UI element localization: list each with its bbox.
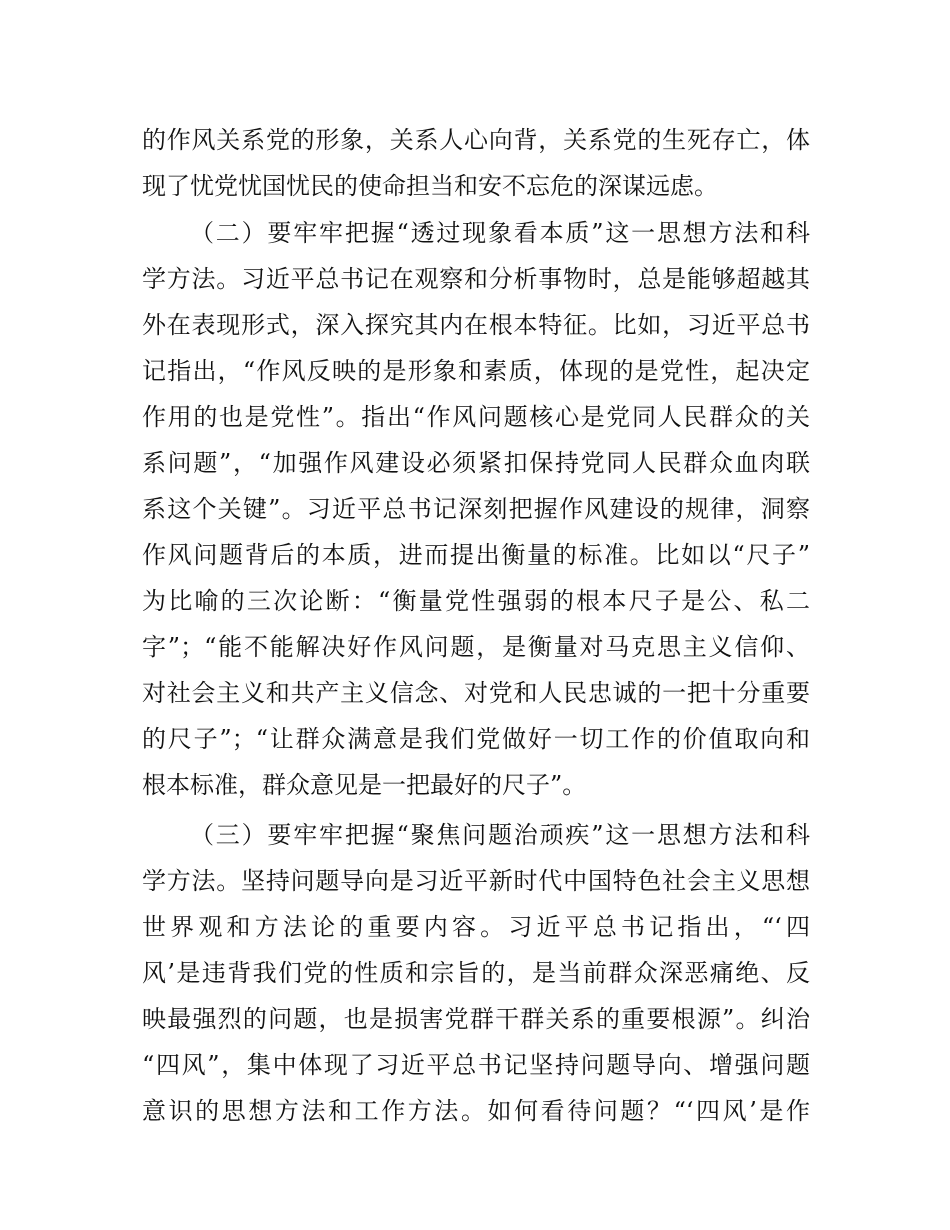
text-line: 风’是违背我们党的性质和宗旨的，是当前群众深恶痛绝、反	[142, 959, 810, 987]
paragraph-2	[142, 210, 810, 808]
text-line: （三）要牢牢把握“聚焦问题治顽疾”这一思想方法和科	[190, 821, 810, 849]
paragraph-1	[142, 117, 810, 209]
text-line: 系这个关键”。习近平总书记深刻把握作风建设的规律，洞察	[142, 495, 810, 523]
text-line: 作用的也是党性”。指出“作风问题核心是党同人民群众的关	[142, 403, 810, 431]
text-line: 的尺子”；“让群众满意是我们党做好一切工作的价值取向和	[142, 725, 810, 753]
text-line: 映最强烈的问题，也是损害党群干群关系的重要根源”。纠治	[142, 1005, 810, 1033]
text-line: 作风问题背后的本质，进而提出衡量的标准。比如以“尺子”	[142, 541, 810, 569]
text-line: 记指出，“作风反映的是形象和素质，体现的是党性，起决定	[142, 357, 810, 385]
text-line: 现了忧党忧国忧民的使命担当和安不忘危的深谋远虑。	[142, 172, 718, 200]
text-line: 字”；“能不能解决好作风问题，是衡量对马克思主义信仰、	[142, 633, 810, 661]
text-line: 系问题”，“加强作风建设必须紧扣保持党同人民群众血肉联	[142, 449, 810, 477]
text-line: “四风”，集中体现了习近平总书记坚持问题导向、增强问题	[142, 1051, 810, 1079]
text-line: 根本标准，群众意见是一把最好的尺子”。	[142, 771, 587, 799]
paragraph-3	[142, 812, 810, 1134]
text-line: 外在表现形式，深入探究其内在根本特征。比如，习近平总书	[142, 311, 810, 339]
text-line: 为比喻的三次论断：“衡量党性强弱的根本尺子是公、私二	[142, 587, 810, 615]
text-line: 学方法。坚持问题导向是习近平新时代中国特色社会主义思想	[142, 867, 810, 895]
text-line: 的作风关系党的形象，关系人心向背，关系党的生死存亡，体	[142, 126, 810, 154]
text-line: 学方法。习近平总书记在观察和分析事物时，总是能够超越其	[142, 265, 810, 293]
text-line: 世界观和方法论的重要内容。习近平总书记指出，“‘四	[142, 913, 810, 941]
text-line: 意识的思想方法和工作方法。如何看待问题？“‘四风’是作	[142, 1097, 810, 1125]
text-line: 对社会主义和共产主义信念、对党和人民忠诚的一把十分重要	[142, 679, 810, 707]
text-line: （二）要牢牢把握“透过现象看本质”这一思想方法和科	[190, 219, 810, 247]
